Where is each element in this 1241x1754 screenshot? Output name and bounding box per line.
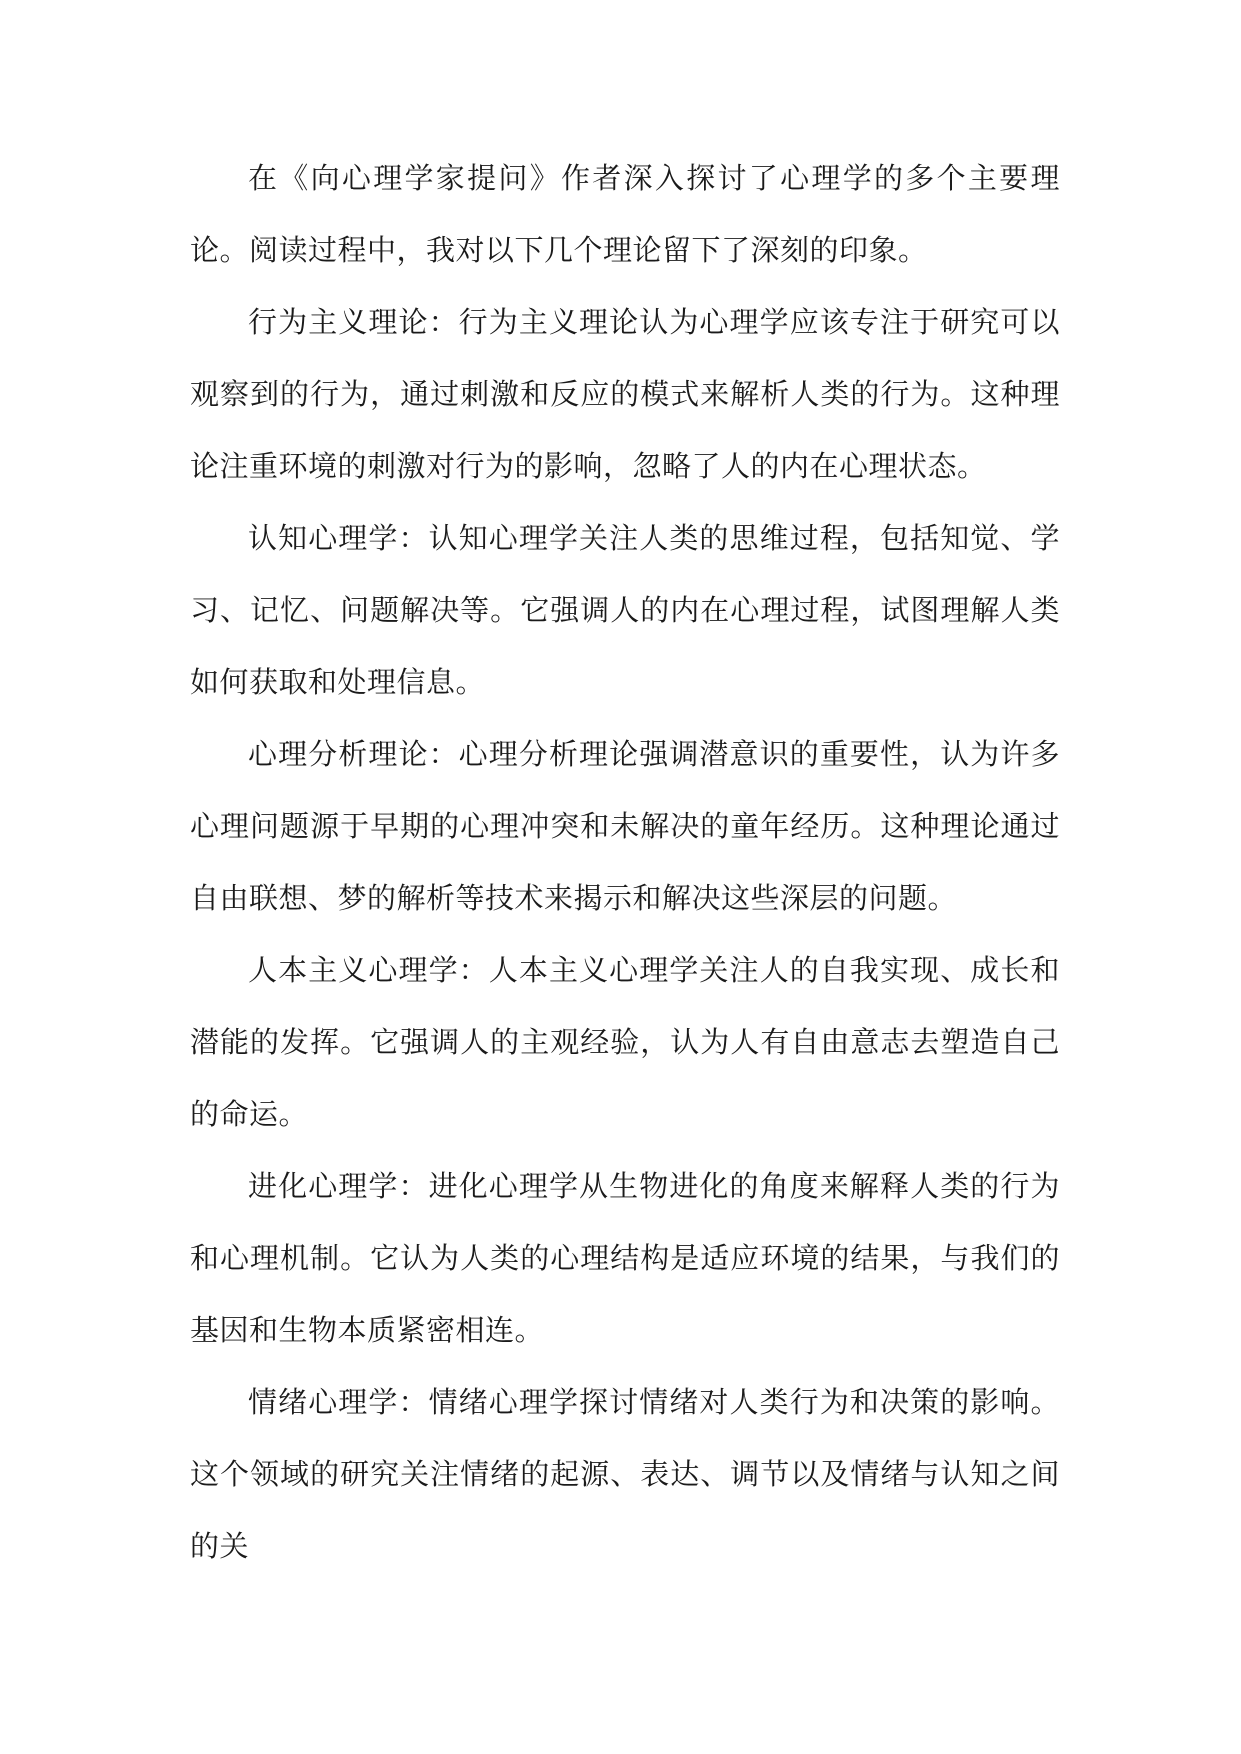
paragraph-intro: 在《向心理学家提问》作者深入探讨了心理学的多个主要理论。阅读过程中，我对以下几个理论留下了深刻的印象。	[190, 161, 1060, 267]
paragraph-emotion-psychology: 情绪心理学：情绪心理学探讨情绪对人类行为和决策的影响。这个领域的研究关注情绪的起源、表达、调节以及情绪与认知之间的关	[190, 1385, 1060, 1563]
paragraph-evolutionary-psychology: 进化心理学：进化心理学从生物进化的角度来解释人类的行为和心理机制。它认为人类的心理结构是适应环境的结果，与我们的基因和生物本质紧密相连。	[190, 1169, 1060, 1347]
paragraph-behaviorism: 行为主义理论：行为主义理论认为心理学应该专注于研究可以观察到的行为，通过刺激和反应的模式来解析人类的行为。这种理论注重环境的刺激对行为的影响，忽略了人的内在心理状态。	[190, 305, 1060, 483]
paragraph-humanistic-psychology: 人本主义心理学：人本主义心理学关注人的自我实现、成长和潜能的发挥。它强调人的主观经验，认为人有自由意志去塑造自己的命运。	[190, 953, 1060, 1131]
paragraph-cognitive-psychology: 认知心理学：认知心理学关注人类的思维过程，包括知觉、学习、记忆、问题解决等。它强调人的内在心理过程，试图理解人类如何获取和处理信息。	[190, 521, 1060, 699]
document-body	[190, 142, 1060, 1582]
paragraph-psychoanalysis: 心理分析理论：心理分析理论强调潜意识的重要性，认为许多心理问题源于早期的心理冲突和未解决的童年经历。这种理论通过自由联想、梦的解析等技术来揭示和解决这些深层的问题。	[190, 737, 1060, 915]
